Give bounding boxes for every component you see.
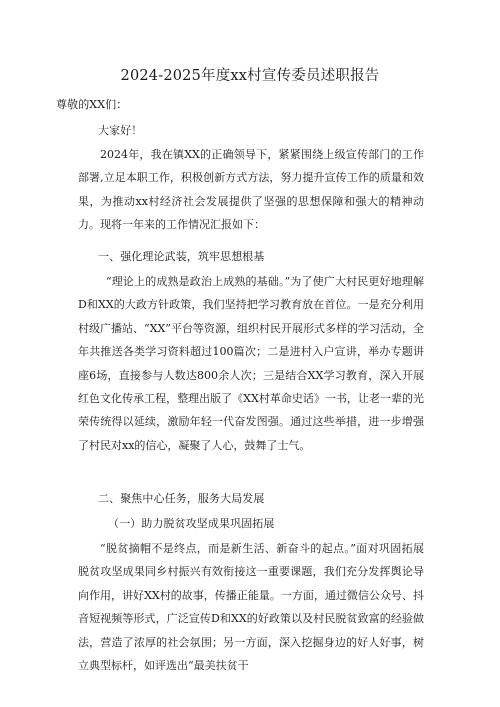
subsection-1-body: “脱贫摘帽不是终点，而是新生活、新奋斗的起点。”面对巩固拓展脱贫攻坚成果同乡村振兴有效衔接这一重要课题，我们充分发挥舆论导向作用，讲好XX村的故事，传播正能量。一方面，通过微信公众号、抖音短视频等形式，广泛宣传D和XX的好政策以及村民脱贫致富的经验做法，营造了浓厚的社会氛围；另一方面，深入挖掘身边的好人好事，树立典型标杆，如评选出“最美扶贫干 <box>78 542 424 673</box>
section-1-heading: 一、强化理论武装，筑牢思想根基 <box>98 250 265 263</box>
subsection-1-heading: （一）助力脱贫攻坚成果巩固拓展 <box>108 517 275 530</box>
document-title: 2024-2025年度xx村宣传委员述职报告 <box>120 68 380 84</box>
greeting: 大家好！ <box>98 124 143 137</box>
section-2-heading: 二、聚焦中心任务，服务大局发展 <box>98 492 265 505</box>
intro-paragraph: 2024年，我在镇XX的正确领导下，紧紧围绕上级宣传部门的工作部署,立足本职工作，积极创新方式方法，努力提升宣传工作的质量和效果，为推动xx村经济社会发展提供了坚强的思想保障和强大的精神动力。现将一年来的工作情况汇报如下： <box>78 148 424 232</box>
section-1-body: “理论上的成熟是政治上成熟的基础。”为了使广大村民更好地理解D和XX的大政方针政策，我们坚持把学习教育放在首位。一是充分利用村级广播站、“XX”平台等资源，组织村民开展形式多样的学习活动，全年共推送各类学习资料超过100篇次；二是进村入户宣讲，举办专题讲座6场，直接参与人数达800余人次；三是结合XX学习教育，深入开展红色文化传承工程，整理出版了《XX村革命史话》一书，让老一辈的光荣传统得以延续，激励年轻一代奋发图强。通过这些举措，进一步增强了村民对xx的信心，凝聚了人心，鼓舞了士气。 <box>78 275 424 452</box>
salutation: 尊敬的XX们： <box>56 98 128 111</box>
